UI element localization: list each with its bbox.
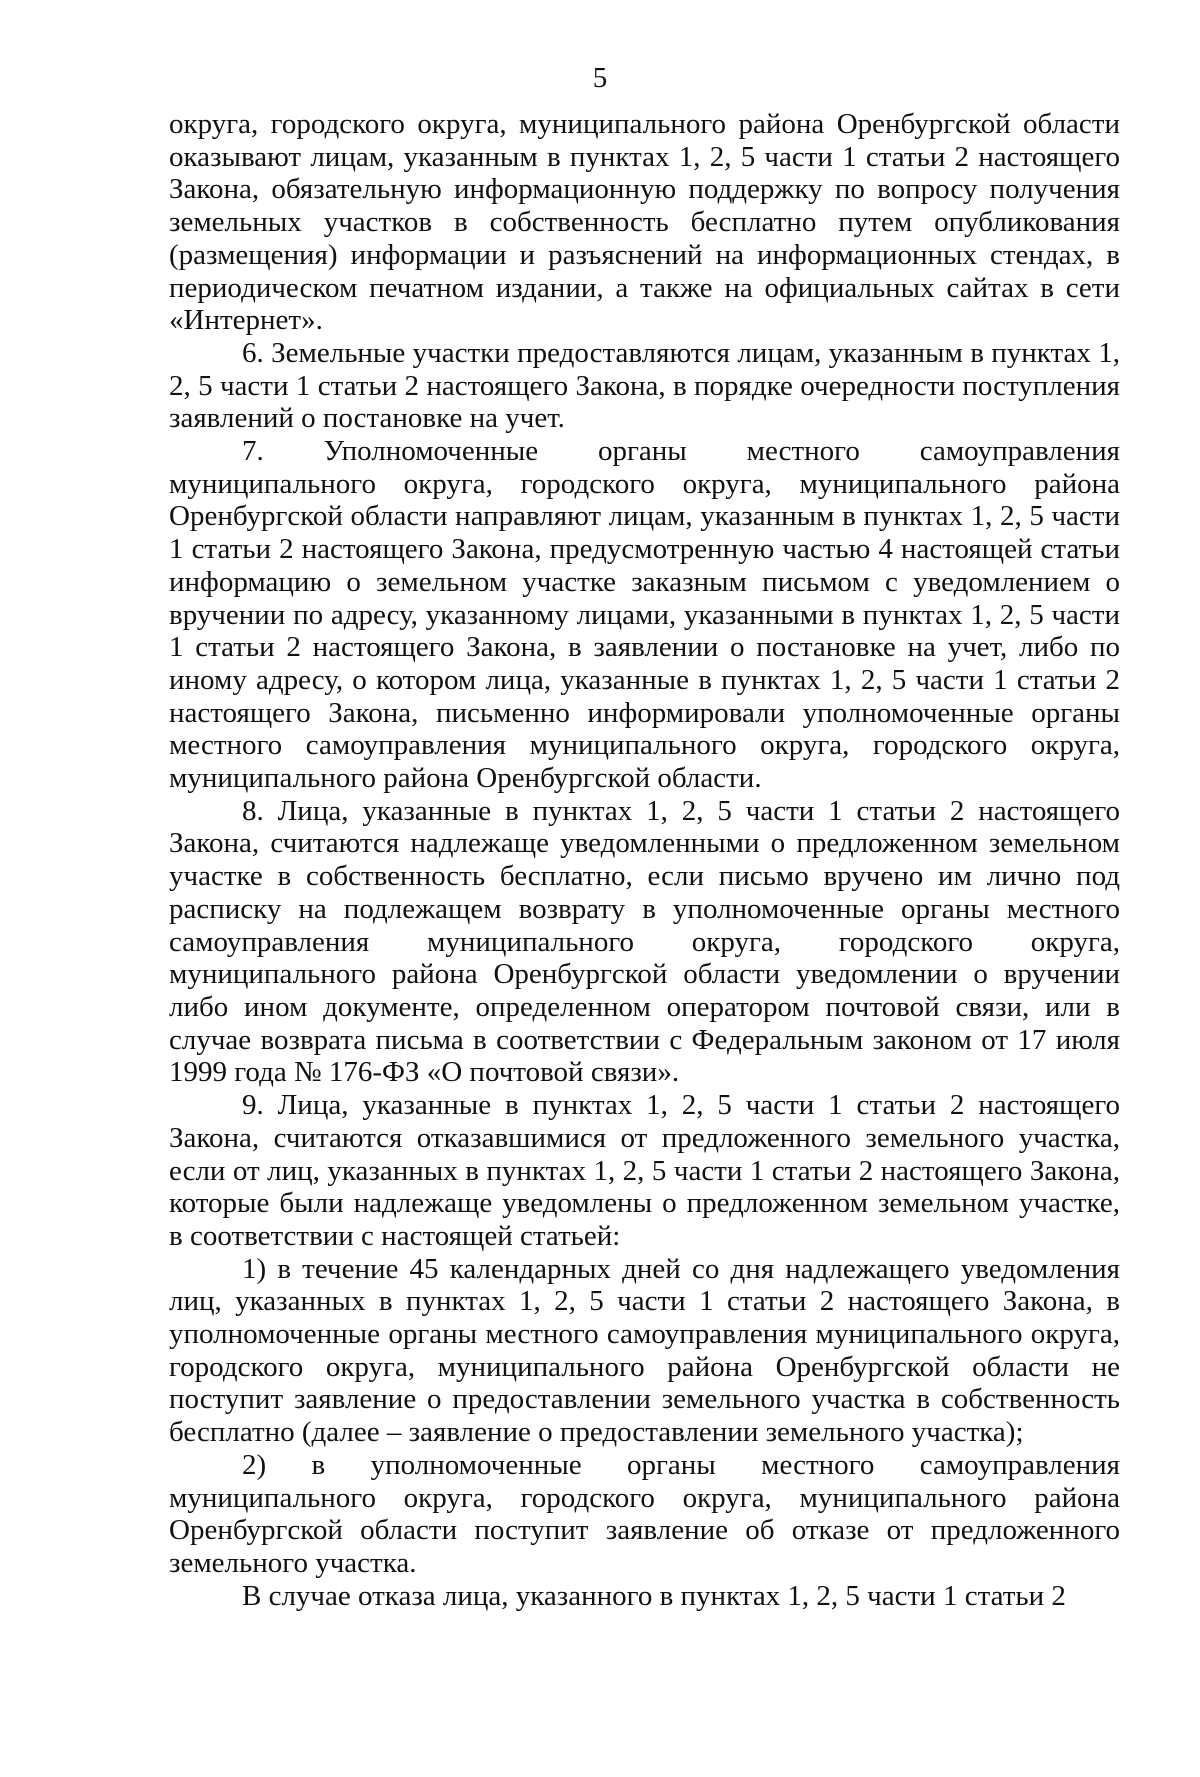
- page-number: 5: [592, 62, 608, 94]
- paragraph-item-6: 6. Земельные участки предоставляются лицам, указанным в пунктах 1, 2, 5 части 1 статьи 2 настоящего Закона, в порядке очередности поступления заявлений о постановке на учет.: [169, 336, 1120, 435]
- paragraph-item-9: 9. Лица, указанные в пунктах 1, 2, 5 части 1 статьи 2 настоящего Закона, считаются отказавшимися от предложенного земельного участка, если от лиц, указанных в пунктах 1, 2, 5 части 1 статьи 2 настоящего Закона, которые были надлежаще уведомлены о предложенном земельном участке, в соответствии с настоящей статьей:: [169, 1089, 1120, 1252]
- paragraph-subitem-1: 1) в течение 45 календарных дней со дня надлежащего уведомления лиц, указанных в пунктах 1, 2, 5 части 1 статьи 2 настоящего Закона, в уполномоченные органы местного самоуправления муниципального округа, городского округа, муниципального района Оренбургской области не поступит заявление о предоставлении земельного участка в собственность бесплатно (далее – заявление о предоставлении земельного участка);: [169, 1252, 1120, 1449]
- paragraph-item-8: 8. Лица, указанные в пунктах 1, 2, 5 части 1 статьи 2 настоящего Закона, считаются надлежаще уведомленными о предложенном земельном участке в собственность бесплатно, если письмо вручено им лично под расписку на подлежащем возврату в уполномоченные органы местного самоуправления муниципального округа, городского округа, муниципального района Оренбургской области уведомлении о вручении либо ином документе, определенном оператором почтовой связи, или в случае возврата письма в соответствии с Федеральным законом от 17 июля 1999 года № 176-ФЗ «О почтовой связи».: [169, 794, 1120, 1089]
- paragraph-refusal-case: В случае отказа лица, указанного в пунктах 1, 2, 5 части 1 статьи 2: [242, 1579, 1066, 1612]
- paragraph-item-7: 7. Уполномоченные органы местного самоуправления муниципального округа, городского округа, муниципального района Оренбургской области направляют лицам, указанным в пунктах 1, 2, 5 части 1 статьи 2 настоящего Закона, предусмотренную частью 4 настоящей статьи информацию о земельном участке заказным письмом с уведомлением о вручении по адресу, указанному лицами, указанными в пунктах 1, 2, 5 части 1 статьи 2 настоящего Закона, в заявлении о постановке на учет, либо по иному адресу, о котором лица, указанные в пунктах 1, 2, 5 части 1 статьи 2 настоящего Закона, письменно информировали уполномоченные органы местного самоуправления муниципального округа, городского округа, муниципального района Оренбургской области.: [169, 435, 1120, 795]
- paragraph-continuation: округа, городского округа, муниципального района Оренбургской области оказывают лицам, указанным в пунктах 1, 2, 5 части 1 статьи 2 настоящего Закона, обязательную информационную поддержку по вопросу получения земельных участков в собственность бесплатно путем опубликования (размещения) информации и разъяснений на информационных стендах, в периодическом печатном издании, а также на официальных сайтах в сети «Интернет».: [169, 108, 1120, 337]
- paragraph-subitem-2: 2) в уполномоченные органы местного самоуправления муниципального округа, городского округа, муниципального района Оренбургской области поступит заявление об отказе от предложенного земельного участка.: [169, 1448, 1120, 1579]
- document-body: [169, 108, 1120, 1612]
